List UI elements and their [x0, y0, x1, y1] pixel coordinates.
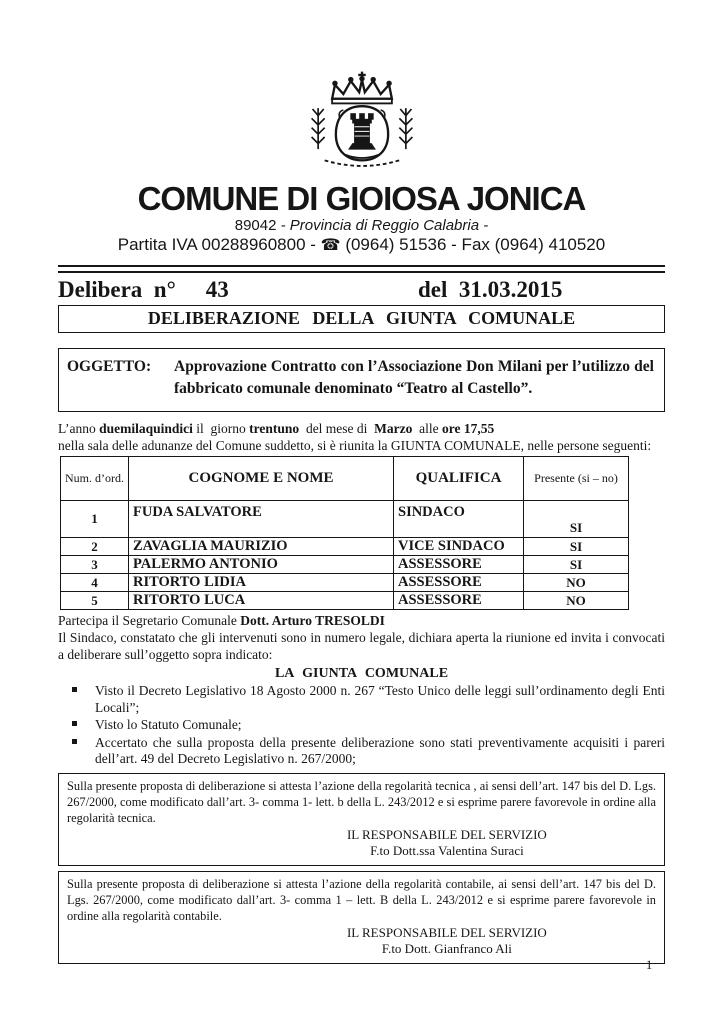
table-row: [61, 556, 629, 574]
row-num: 5: [61, 592, 129, 610]
giunta-heading: LA GIUNTA COMUNALE: [274, 666, 449, 681]
del-label: del: [418, 277, 454, 302]
table-row: [61, 501, 629, 538]
province-label: - Provincia di Reggio Calabria -: [280, 217, 489, 234]
row-name: RITORTO LUCA: [129, 592, 394, 610]
zip-code: 89042: [234, 217, 281, 234]
row-name: FUDA SALVATORE: [129, 501, 394, 538]
bullet-square-icon: [72, 721, 77, 726]
row-num: 2: [61, 538, 129, 556]
row-num: 1: [61, 501, 129, 538]
row-role: ASSESSORE: [394, 556, 524, 574]
col-header-present: Presente (si – no): [524, 457, 629, 501]
oggetto-text: Approvazione Contratto con l’Associazione Don Milani per l’utilizzo del fabbricato comunale denominato “Teatro al Castello”.: [174, 358, 654, 397]
bullet-square-icon: [72, 687, 77, 692]
row-present: SI: [524, 538, 629, 556]
document-content: [58, 0, 665, 964]
oggetto-label: OGGETTO:: [67, 358, 152, 375]
row-present: SI: [524, 501, 629, 538]
bullet-square-icon: [72, 739, 77, 744]
meeting-time: ore 17,55: [442, 421, 495, 436]
municipality-title: COMUNE DI GIOIOSA JONICA: [137, 180, 586, 217]
intro-text: del mese di: [299, 421, 375, 436]
month-name: Marzo: [374, 421, 413, 436]
accounting-regularity-box: [58, 871, 665, 964]
table-row: [61, 592, 629, 610]
table-header-row: [61, 457, 629, 501]
table-row: [61, 574, 629, 592]
bullet-text: Visto il Decreto Legislativo 18 Agosto 2000 n. 267 “Testo Unico delle leggi sull’ordinamento degli Enti Locali”;: [95, 683, 665, 715]
row-role: ASSESSORE: [394, 592, 524, 610]
coat-of-arms-icon: [58, 70, 665, 181]
row-role: ASSESSORE: [394, 574, 524, 592]
deliberazione-banner: DELIBERAZIONE DELLA GIUNTA COMUNALE: [58, 305, 665, 333]
list-item: [58, 717, 665, 734]
secretary-text: Partecipa il Segretario Comunale: [58, 613, 241, 628]
session-location-line: nella sala delle adunanze del Comune suddetto, si è riunita la GIUNTA COMUNALE, nelle persone seguenti:: [58, 438, 652, 453]
row-name: ZAVAGLIA MAURIZIO: [129, 538, 394, 556]
list-item: [58, 735, 665, 768]
row-name: RITORTO LIDIA: [129, 574, 394, 592]
col-header-role: QUALIFICA: [394, 457, 524, 501]
bullet-text: Accertato che sulla proposta della presente deliberazione sono stati preventivamente acquisiti i pareri dell’art. 49 del Decreto Legislativo n. 267/2000;: [95, 734, 665, 766]
col-header-name: COGNOME E NOME: [129, 457, 394, 501]
signature-name: F.to Dott.ssa Valentina Suraci: [370, 842, 524, 858]
session-date-line: [58, 420, 665, 437]
mayor-declaration: Il Sindaco, constatato che gli intervenuti sono in numero legale, dichiara aperta la riunione ed invita i convocati a deliberare sull’oggetto sopra indicato:: [58, 630, 665, 662]
day-words: trentuno: [249, 421, 300, 436]
attendance-table: [60, 456, 629, 610]
session-intro: [58, 420, 665, 454]
signature-block: [303, 925, 592, 957]
delibera-date: 31.03.2015: [453, 277, 563, 302]
municipality-contact-line: [58, 235, 665, 256]
phone-fax-numbers: (0964) 51536 - Fax (0964) 410520: [340, 235, 606, 254]
delibera-label: Delibera n°: [58, 277, 176, 302]
signature-name: F.to Dott. Gianfranco Ali: [381, 940, 512, 956]
attestation-body: Sulla presente proposta di deliberazione si attesta l’azione della regolarità contabile, ai sensi dell’art. 147 bis del D. Lgs. 267/2000, come modificato dall’art. 3- comma 1 – lett. B della L. 243/2012 e si esprime parere favorevole in ordine alla regolarità contabile.: [67, 876, 656, 923]
intro-text: il giorno: [192, 421, 250, 436]
row-name: PALERMO ANTONIO: [129, 556, 394, 574]
intro-text: L’anno: [58, 421, 100, 436]
responsible-role: IL RESPONSABILE DEL SERVIZIO: [346, 826, 547, 842]
row-present: SI: [524, 556, 629, 574]
delibera-header-row: [58, 276, 665, 303]
page-number: 1: [646, 958, 653, 972]
premise-bullet-list: [58, 683, 665, 768]
row-num: 4: [61, 574, 129, 592]
row-present: NO: [524, 574, 629, 592]
technical-regularity-box: [58, 773, 665, 866]
vat-number: Partita IVA 00288960800 -: [117, 235, 321, 254]
intro-text: alle: [412, 421, 443, 436]
row-role: SINDACO: [394, 501, 524, 538]
telephone-icon: ☎: [320, 237, 341, 254]
double-rule-divider: [58, 265, 665, 273]
delibera-date-group: [418, 276, 562, 303]
attestation-body: Sulla presente proposta di deliberazione si attesta l’azione della regolarità tecnica , ai sensi dell’art. 147 bis del D. Lgs. 267/2000, come modificato dall’art. 3- comma 1- lett. b della L. 243/2012 e si esprime parere favorevole in ordine alla regolarità tecnica.: [67, 778, 656, 825]
responsible-role: IL RESPONSABILE DEL SERVIZIO: [346, 924, 547, 940]
delibera-number: 43: [205, 277, 229, 302]
secretary-name: Dott. Arturo TRESOLDI: [240, 613, 385, 628]
municipality-subtitle: [58, 217, 665, 234]
list-item: [58, 683, 665, 716]
oggetto-box: [58, 348, 665, 412]
bullet-text: Visto lo Statuto Comunale;: [95, 717, 242, 732]
signature-block: [303, 827, 592, 859]
table-row: [61, 538, 629, 556]
col-header-num: Num. d’ord.: [61, 457, 129, 501]
delibera-number-group: [58, 276, 418, 303]
secretary-line: [58, 613, 665, 629]
row-present: NO: [524, 592, 629, 610]
year-words: duemilaquindici: [99, 421, 193, 436]
row-num: 3: [61, 556, 129, 574]
row-role: VICE SINDACO: [394, 538, 524, 556]
